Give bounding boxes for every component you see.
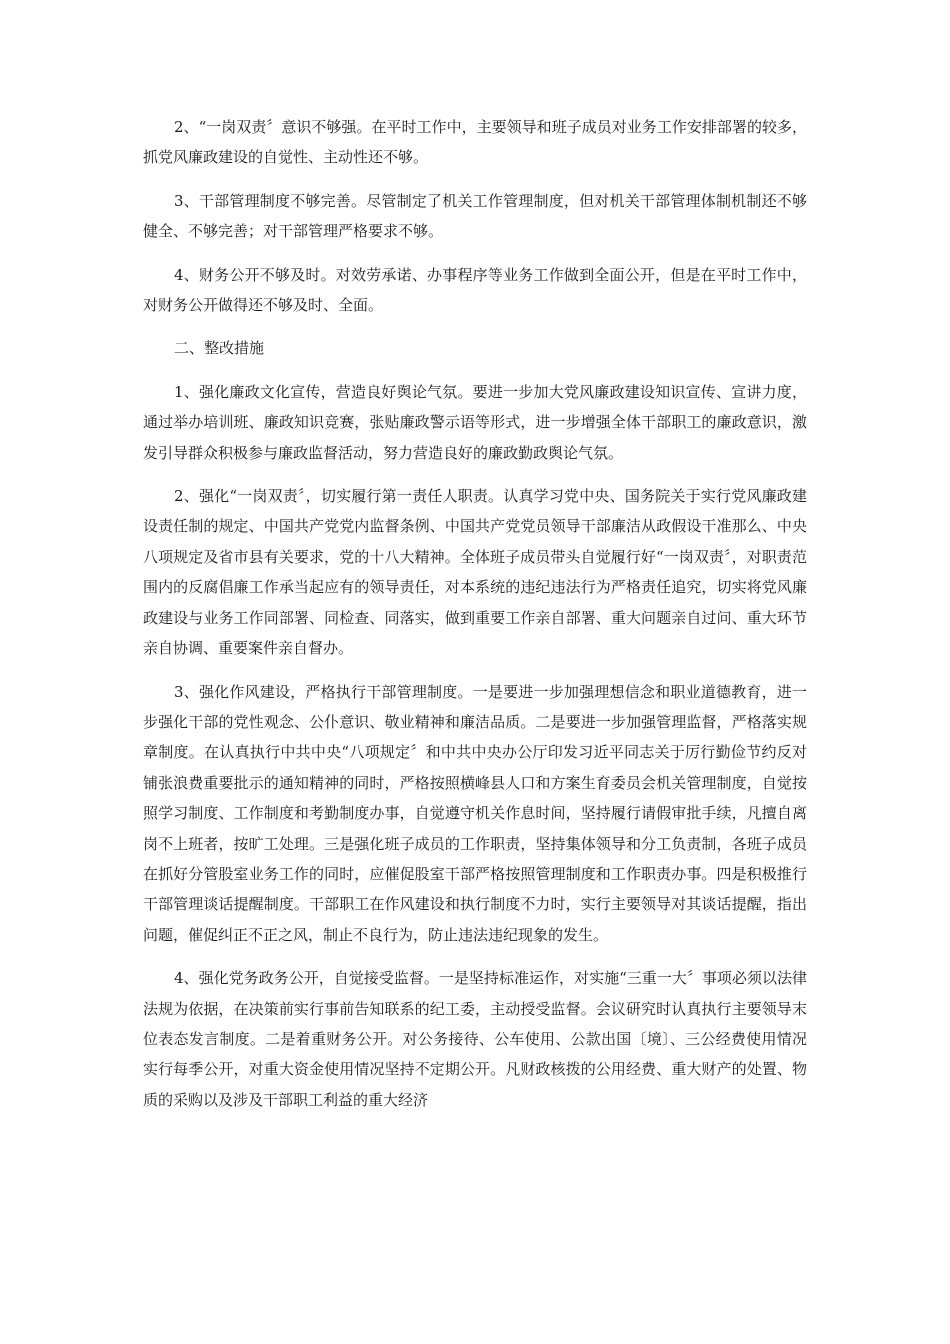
paragraph-measure-4: 4、强化党务政务公开，自觉接受监督。一是坚持标准运作，对实施“三重一大〞事项必须以法律法规为依据，在决策前实行事前告知联系的纪工委，主动授受监督。会议研究时认真执行主要领导末位表态发言制度。二是着重财务公开。对公务接待、公车使用、公款出国〔境〕、三公经费使用情况实行每季公开，对重大资金使用情况坚持不定期公开。凡财政核拨的公用经费、重大财产的处置、物质的采购以及涉及干部职工利益的重大经济 (143, 969, 807, 1109)
section-heading-rectification: 二、整改措施 (174, 339, 265, 358)
paragraph-measure-3: 3、强化作风建设，严格执行干部管理制度。一是要进一步加强理想信念和职业道德教育，进一步强化干部的党性观念、公仆意识、敬业精神和廉洁品质。二是要进一步加强管理监督，严格落实规章制度。在认真执行中共中央“八项规定〞和中共中央办公厅印发习近平同志关于厉行勤俭节约反对铺张浪费重要批示的通知精神的同时，严格按照横峰县人口和方案生育委员会机关管理制度，自觉按照学习制度、工作制度和考勤制度办事，自觉遵守机关作息时间，坚持履行请假审批手续，凡擅自离岗不上班者，按旷工处理。三是强化班子成员的工作职责，坚持集体领导和分工负责制，各班子成员在抓好分管股室业务工作的同时，应催促股室干部严格按照管理制度和工作职责办事。四是积极推行干部管理谈话提醒制度。干部职工在作风建设和执行制度不力时，实行主要领导对其谈话提醒，指出问题，催促纠正不正之风，制止不良行为，防止违法违纪现象的发生。 (143, 682, 807, 944)
document-body (143, 112, 807, 1128)
paragraph-management-issue: 3、干部管理制度不够完善。尽管制定了机关工作管理制度，但对机关干部管理体制机制还不够健全、不够完善；对干部管理严格要求不够。 (143, 191, 807, 241)
paragraph-finance-issue: 4、财务公开不够及时。对效劳承诺、办事程序等业务工作做到全面公开，但是在平时工作中，对财务公开做得还不够及时、全面。 (143, 265, 807, 315)
paragraph-measure-1: 1、强化廉政文化宣传，营造良好舆论气氛。要进一步加大党风廉政建设知识宣传、宣讲力度，通过举办培训班、廉政知识竞赛，张贴廉政警示语等形式，进一步增强全体干部职工的廉政意识，激发引导群众积极参与廉政监督活动，努力营造良好的廉政勤政舆论气氛。 (143, 382, 807, 462)
paragraph-measure-2: 2、强化“一岗双责〞，切实履行第一责任人职责。认真学习党中央、国务院关于实行党风廉政建设责任制的规定、中国共产党党内监督条例、中国共产党党员领导干部廉洁从政假设干准那么、中央八项规定及省市县有关要求，党的十八大精神。全体班子成员带头自觉履行好“一岗双责〞，对职责范围内的反腐倡廉工作承当起应有的领导责任，对本系统的违纪违法行为严格责任追究，切实将党风廉政建设与业务工作同部署、同检查、同落实，做到重要工作亲自部署、重大问题亲自过问、重大环节亲自协调、重要案件亲自督办。 (143, 487, 807, 658)
paragraph-awareness-issue: 2、“一岗双责〞意识不够强。在平时工作中，主要领导和班子成员对业务工作安排部署的较多，抓党风廉政建设的自觉性、主动性还不够。 (143, 118, 807, 167)
